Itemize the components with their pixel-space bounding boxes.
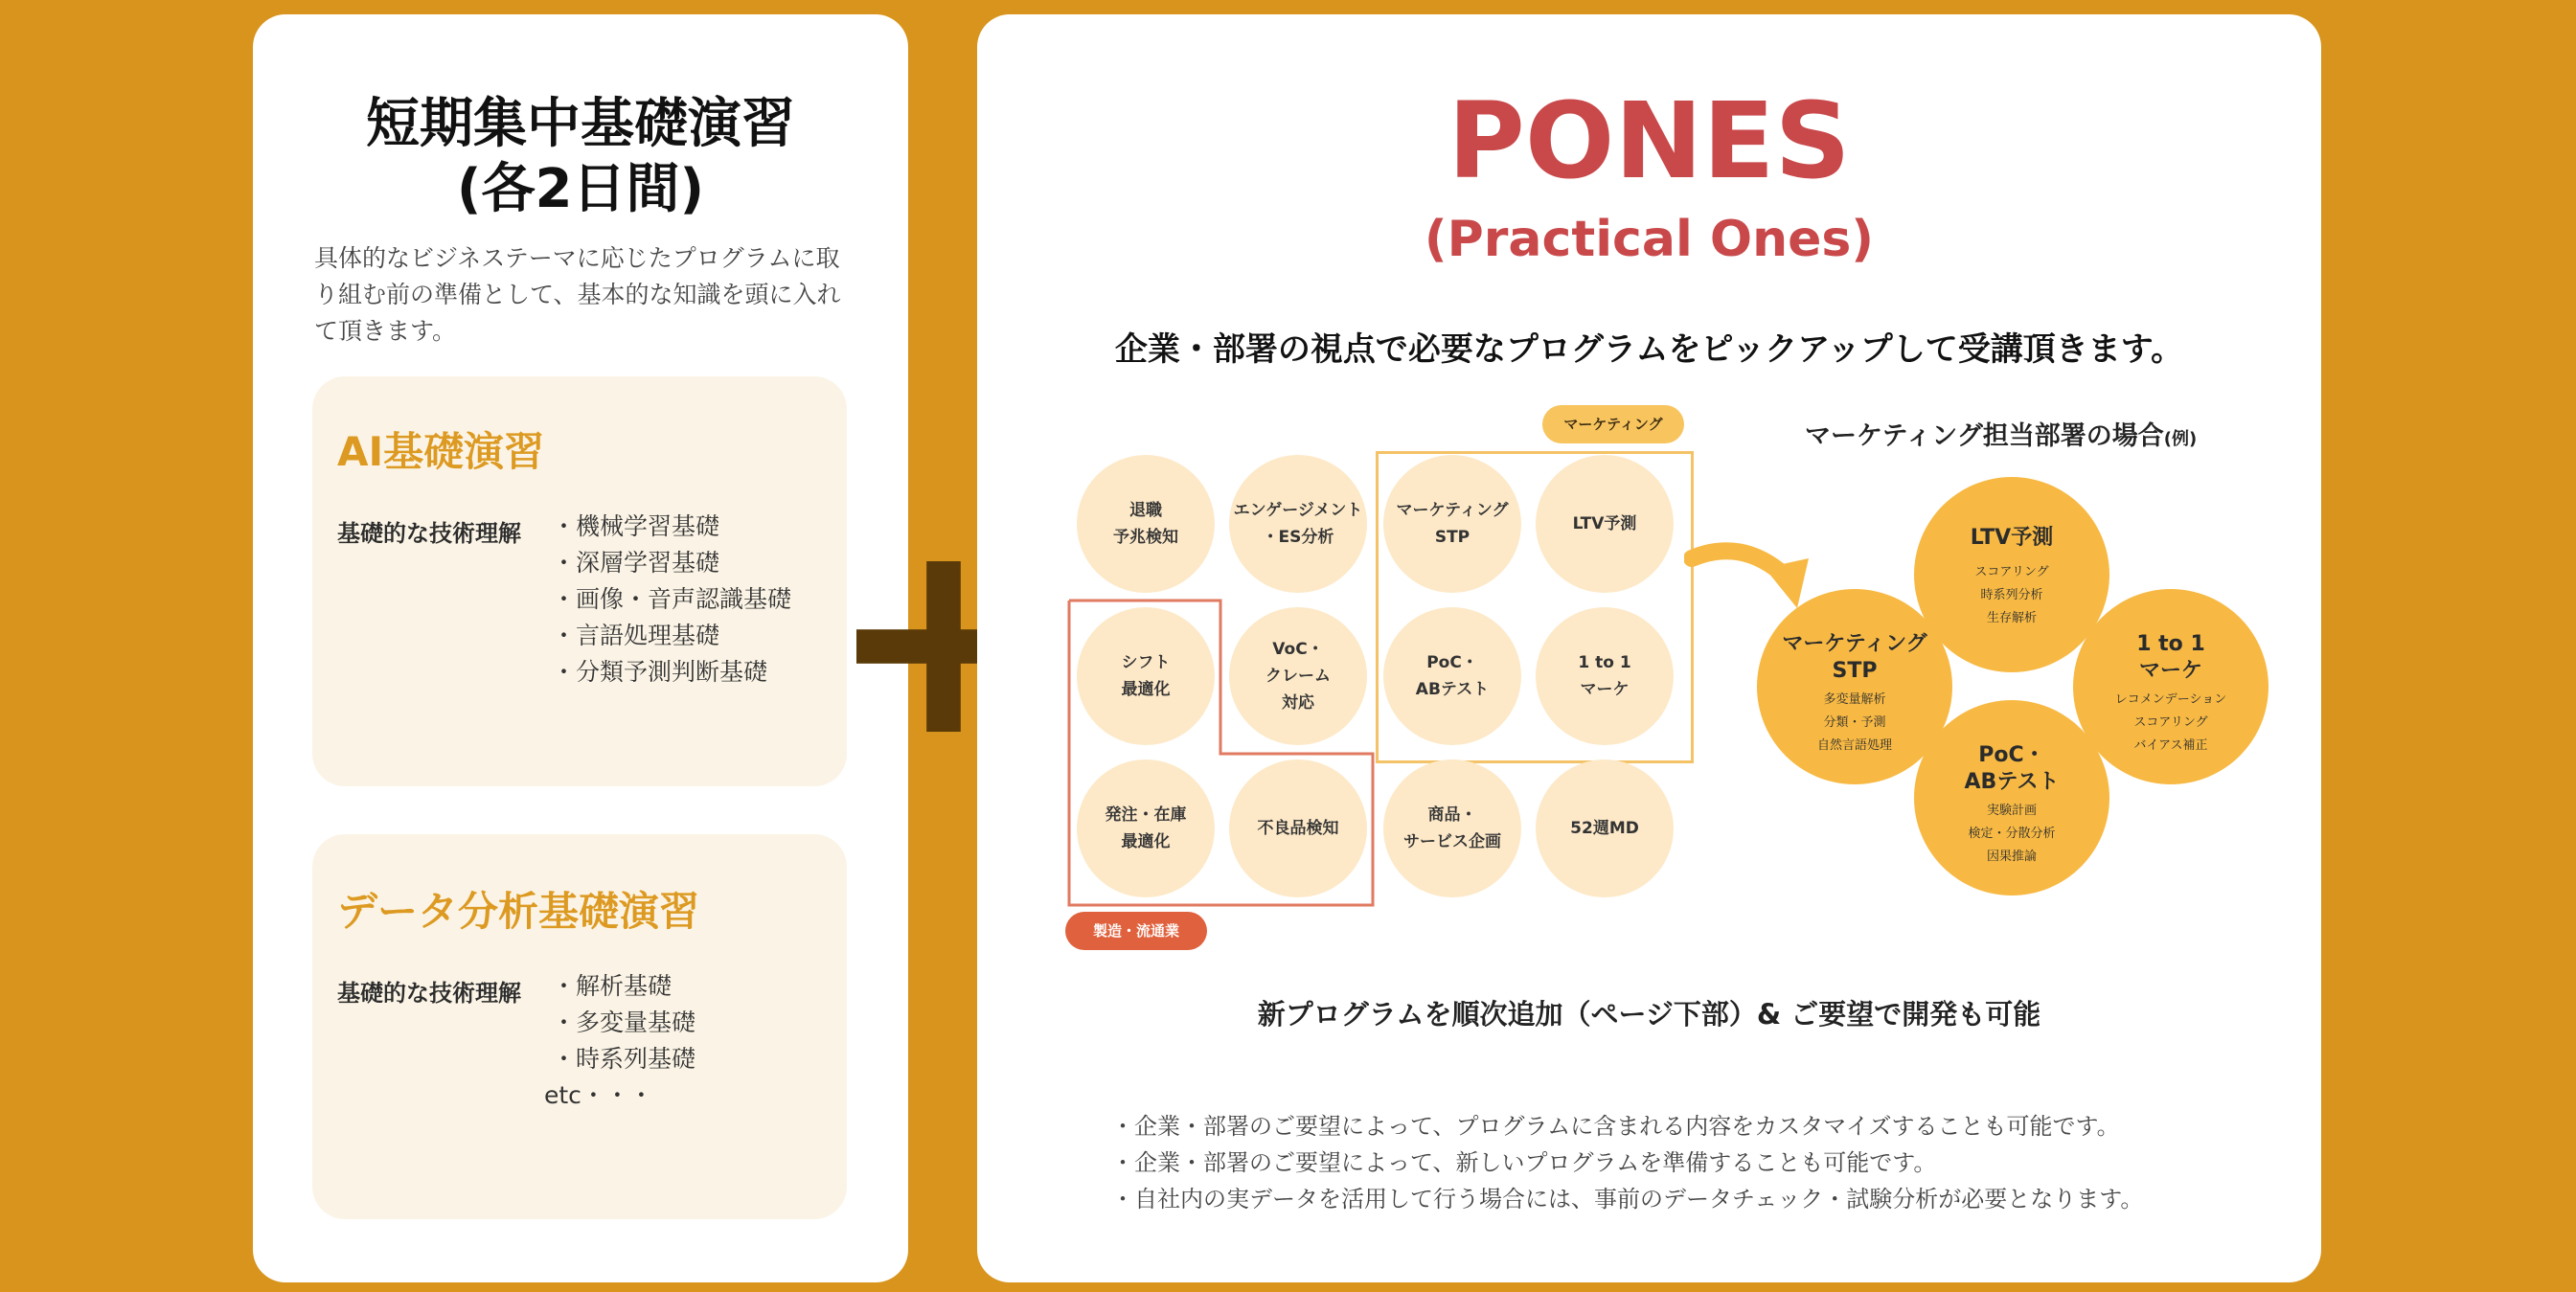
data-analysis-title: データ分析基礎演習 [337,888,700,935]
tag-manufacturing: 製造・流通業 [1065,912,1207,950]
poc-circle: PoC・ ABテスト 実験計画 検定・分散分析 因果推論 [1914,700,2109,895]
program-circle: 1 to 1 マーケ [1536,607,1674,745]
ltv-circle: LTV予測 スコアリング 時系列分析 生存解析 [1914,477,2109,672]
program-circle: 退職 予兆検知 [1077,455,1215,593]
list-item: ・分類予測判断基礎 [552,658,768,686]
program-circle: 52週MD [1536,759,1674,897]
customization-note: ・企業・部署のご要望によって、プログラムに含まれる内容をカスタマイズすることも可能です。 [1111,1113,2120,1140]
list-item: ・解析基礎 [552,972,672,1000]
list-item: ・言語処理基礎 [552,622,720,649]
list-item: ・深層学習基礎 [552,549,720,577]
list-item: ・多変量基礎 [552,1009,696,1036]
data-analysis-label: 基礎的な技術理解 [337,980,521,1007]
program-grid [977,14,2321,972]
pones-subtitle: (Practical Ones) [1424,211,1875,268]
list-item: ・機械学習基礎 [552,512,720,540]
pones-panel [977,14,2321,1282]
ai-basics-title: AI基礎演習 [337,428,545,475]
basic-training-title: 短期集中基礎演習 [366,93,795,155]
pones-headline: 企業・部署の視点で必要なプログラムをピックアップして受講頂きます。 [1114,330,2184,369]
program-circle: VoC・ クレーム 対応 [1229,607,1367,745]
program-circle: 不良品検知 [1229,759,1367,897]
new-program-note: ・企業・部署のご要望によって、新しいプログラムを準備することも可能です。 [1111,1149,1937,1176]
one-to-one-circle: 1 to 1 マーケ レコメンデーション スコアリング バイアス補正 [2073,589,2268,784]
data-analysis-card [312,834,847,1219]
basic-training-duration: (各2日間) [456,158,705,220]
list-item: ・画像・音声認識基礎 [552,585,792,613]
pones-title: PONES [1448,79,1851,202]
program-circle: 商品・ サービス企画 [1383,759,1521,897]
data-analysis-list [544,968,696,1114]
list-item-etc: etc・・・ [544,1081,653,1109]
program-circle: PoC・ ABテスト [1383,607,1521,745]
new-programs-note: 新プログラムを順次追加（ページ下部）& ご要望で開発も可能 [1257,998,2041,1031]
tag-marketing: マーケティング [1542,405,1684,443]
ai-basics-list [552,509,791,691]
program-circle: 発注・在庫 最適化 [1077,759,1215,897]
stp-circle: マーケティング STP 多変量解析 分類・予測 自然言語処理 [1757,589,1952,784]
program-circle: マーケティング STP [1383,455,1521,593]
marketing-example-title: マーケティング担当部署の場合(例) [1805,421,2198,451]
program-circle: シフト 最適化 [1077,607,1215,745]
list-item: ・時系列基礎 [552,1045,696,1073]
data-check-note: ・自社内の実データを活用して行う場合には、事前のデータチェック・試験分析が必要となります。 [1111,1186,2144,1213]
basic-training-description: 具体的なビジネステーマに応じたプログラムに取り組む前の準備として、基本的な知識を頭に入れて頂きます。 [314,244,841,345]
ai-basics-card [312,376,847,786]
basic-training-panel [253,14,908,1282]
program-circle: LTV予測 [1536,455,1674,593]
ai-basics-label: 基礎的な技術理解 [337,520,521,547]
program-circle: エンゲージメント ・ES分析 [1229,455,1367,593]
